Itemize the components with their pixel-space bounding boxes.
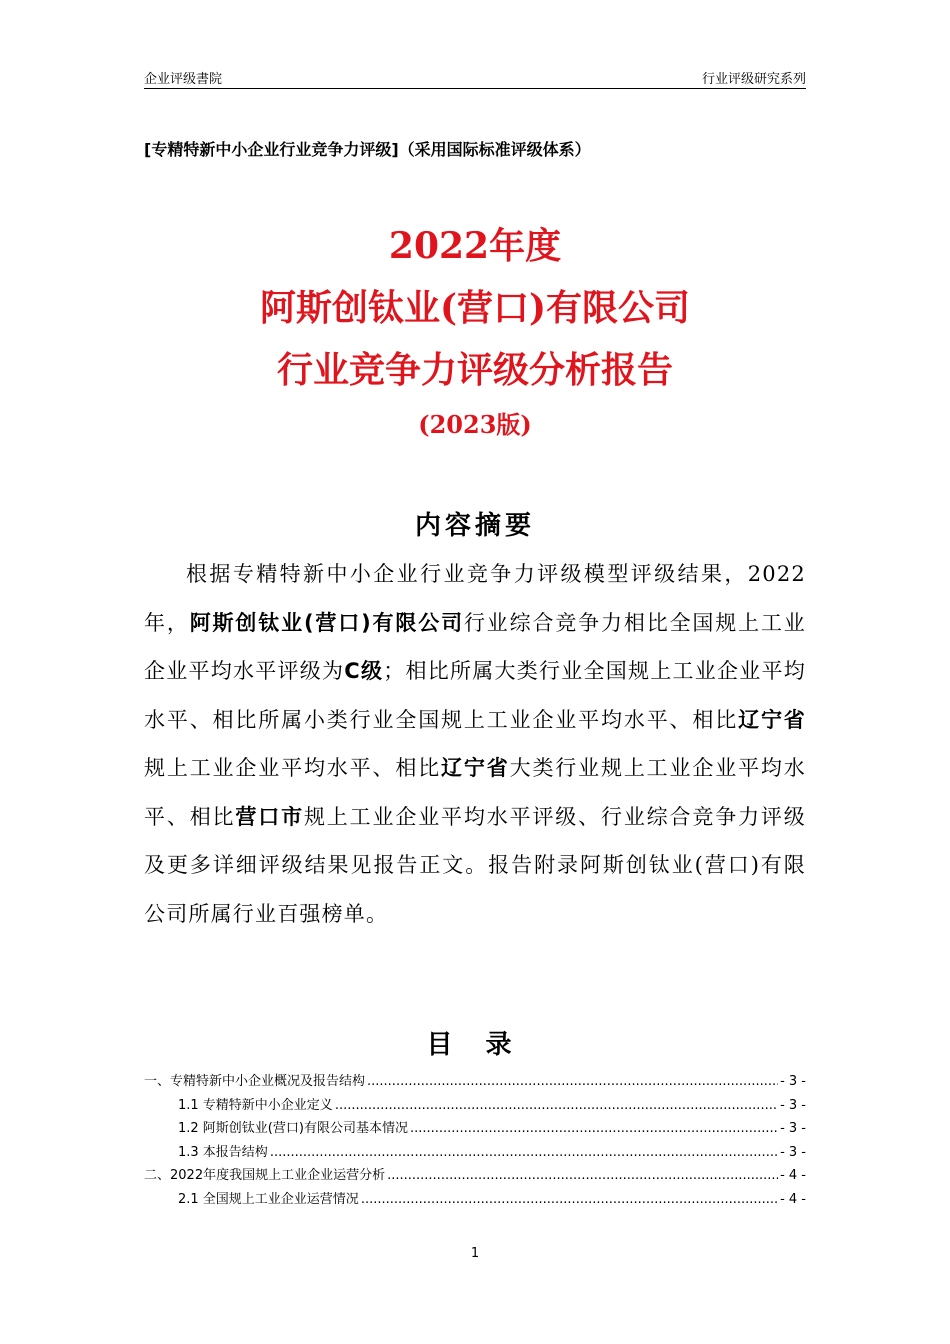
- toc-entry-page: - 3 -: [780, 1144, 806, 1160]
- toc-entry-title: 1.2 阿斯创钛业(营口)有限公司基本情况: [178, 1121, 408, 1136]
- toc-leader-dots: [361, 1192, 778, 1207]
- toc-leader-dots: [367, 1074, 778, 1089]
- company-name: 阿斯创钛业(营口)有限公司: [189, 610, 464, 635]
- report-title-edition: (2023版): [418, 410, 532, 439]
- toc-entry[interactable]: [144, 1117, 806, 1141]
- page-header: [144, 66, 806, 89]
- province-name: 辽宁省: [441, 756, 510, 780]
- summary-text-6: 规上工业企业平均水平评级、行业综合竞争力评级及更多详细评级结果见报告正文。报告附录阿斯创钛业(营口)有限公司所属行业百强榜单。: [144, 804, 806, 926]
- toc-entry-page: - 4 -: [780, 1168, 806, 1183]
- summary-text-2: 行业综合竞争力相比全国规上工业企业平均水平评级为: [144, 610, 807, 683]
- toc-entry[interactable]: [144, 1070, 806, 1094]
- city-name: 营口市: [235, 804, 304, 829]
- page-number: 1: [470, 1246, 480, 1261]
- table-of-contents: [144, 1070, 806, 1211]
- report-title-company: 阿斯创钛业(营口)有限公司: [259, 287, 691, 329]
- report-title-year: 2022年度: [388, 225, 562, 267]
- summary-text-5: 大类行业规上工业企业平均水平、相比: [144, 756, 806, 829]
- rating-grade: C级: [344, 659, 384, 683]
- summary-heading: 内容摘要: [414, 511, 535, 541]
- toc-leader-dots: [410, 1121, 778, 1136]
- toc-leader-dots: [270, 1145, 778, 1160]
- summary-text-3: ；相比所属大类行业全国规上工业企业平均水平、相比所属小类行业全国规上工业企业平均水平、相比: [144, 659, 806, 732]
- header-right-text: 行业评级研究系列: [701, 72, 806, 87]
- summary-paragraph: [144, 550, 806, 938]
- toc-entry-page: - 3 -: [780, 1097, 806, 1113]
- toc-entry-page: - 4 -: [780, 1191, 806, 1207]
- toc-entry[interactable]: [144, 1094, 806, 1118]
- report-title-subject: 行业竞争力评级分析报告: [276, 349, 673, 391]
- toc-entry[interactable]: [144, 1141, 806, 1165]
- summary-text-1: 根据专精特新中小企业行业竞争力评级模型评级结果，2022年，: [144, 562, 806, 635]
- toc-entry[interactable]: [144, 1164, 806, 1188]
- summary-text-4: 规上工业企业平均水平、相比: [144, 756, 442, 780]
- toc-entry-title: 2.1 全国规上工业企业运营情况: [178, 1191, 359, 1207]
- toc-entry[interactable]: [144, 1188, 806, 1212]
- toc-leader-dots: [387, 1168, 778, 1183]
- toc-heading: 目 录: [426, 1030, 524, 1060]
- toc-entry-title: 1.3 本报告结构: [178, 1144, 268, 1160]
- toc-entry-title: 一、专精特新中小企业概况及报告结构: [144, 1074, 366, 1089]
- toc-entry-page: - 3 -: [780, 1121, 806, 1136]
- header-left-text: 企业评级書院: [144, 72, 223, 87]
- province-name: 辽宁省: [738, 707, 806, 732]
- toc-entry-title: 1.1 专精特新中小企业定义: [178, 1097, 333, 1113]
- toc-entry-title: 二、2022年度我国规上工业企业运营分析: [144, 1168, 386, 1183]
- toc-leader-dots: [335, 1098, 778, 1113]
- toc-entry-page: - 3 -: [780, 1074, 806, 1089]
- series-label: [专精特新中小企业行业竞争力评级]（采用国际标准评级体系）: [144, 140, 591, 159]
